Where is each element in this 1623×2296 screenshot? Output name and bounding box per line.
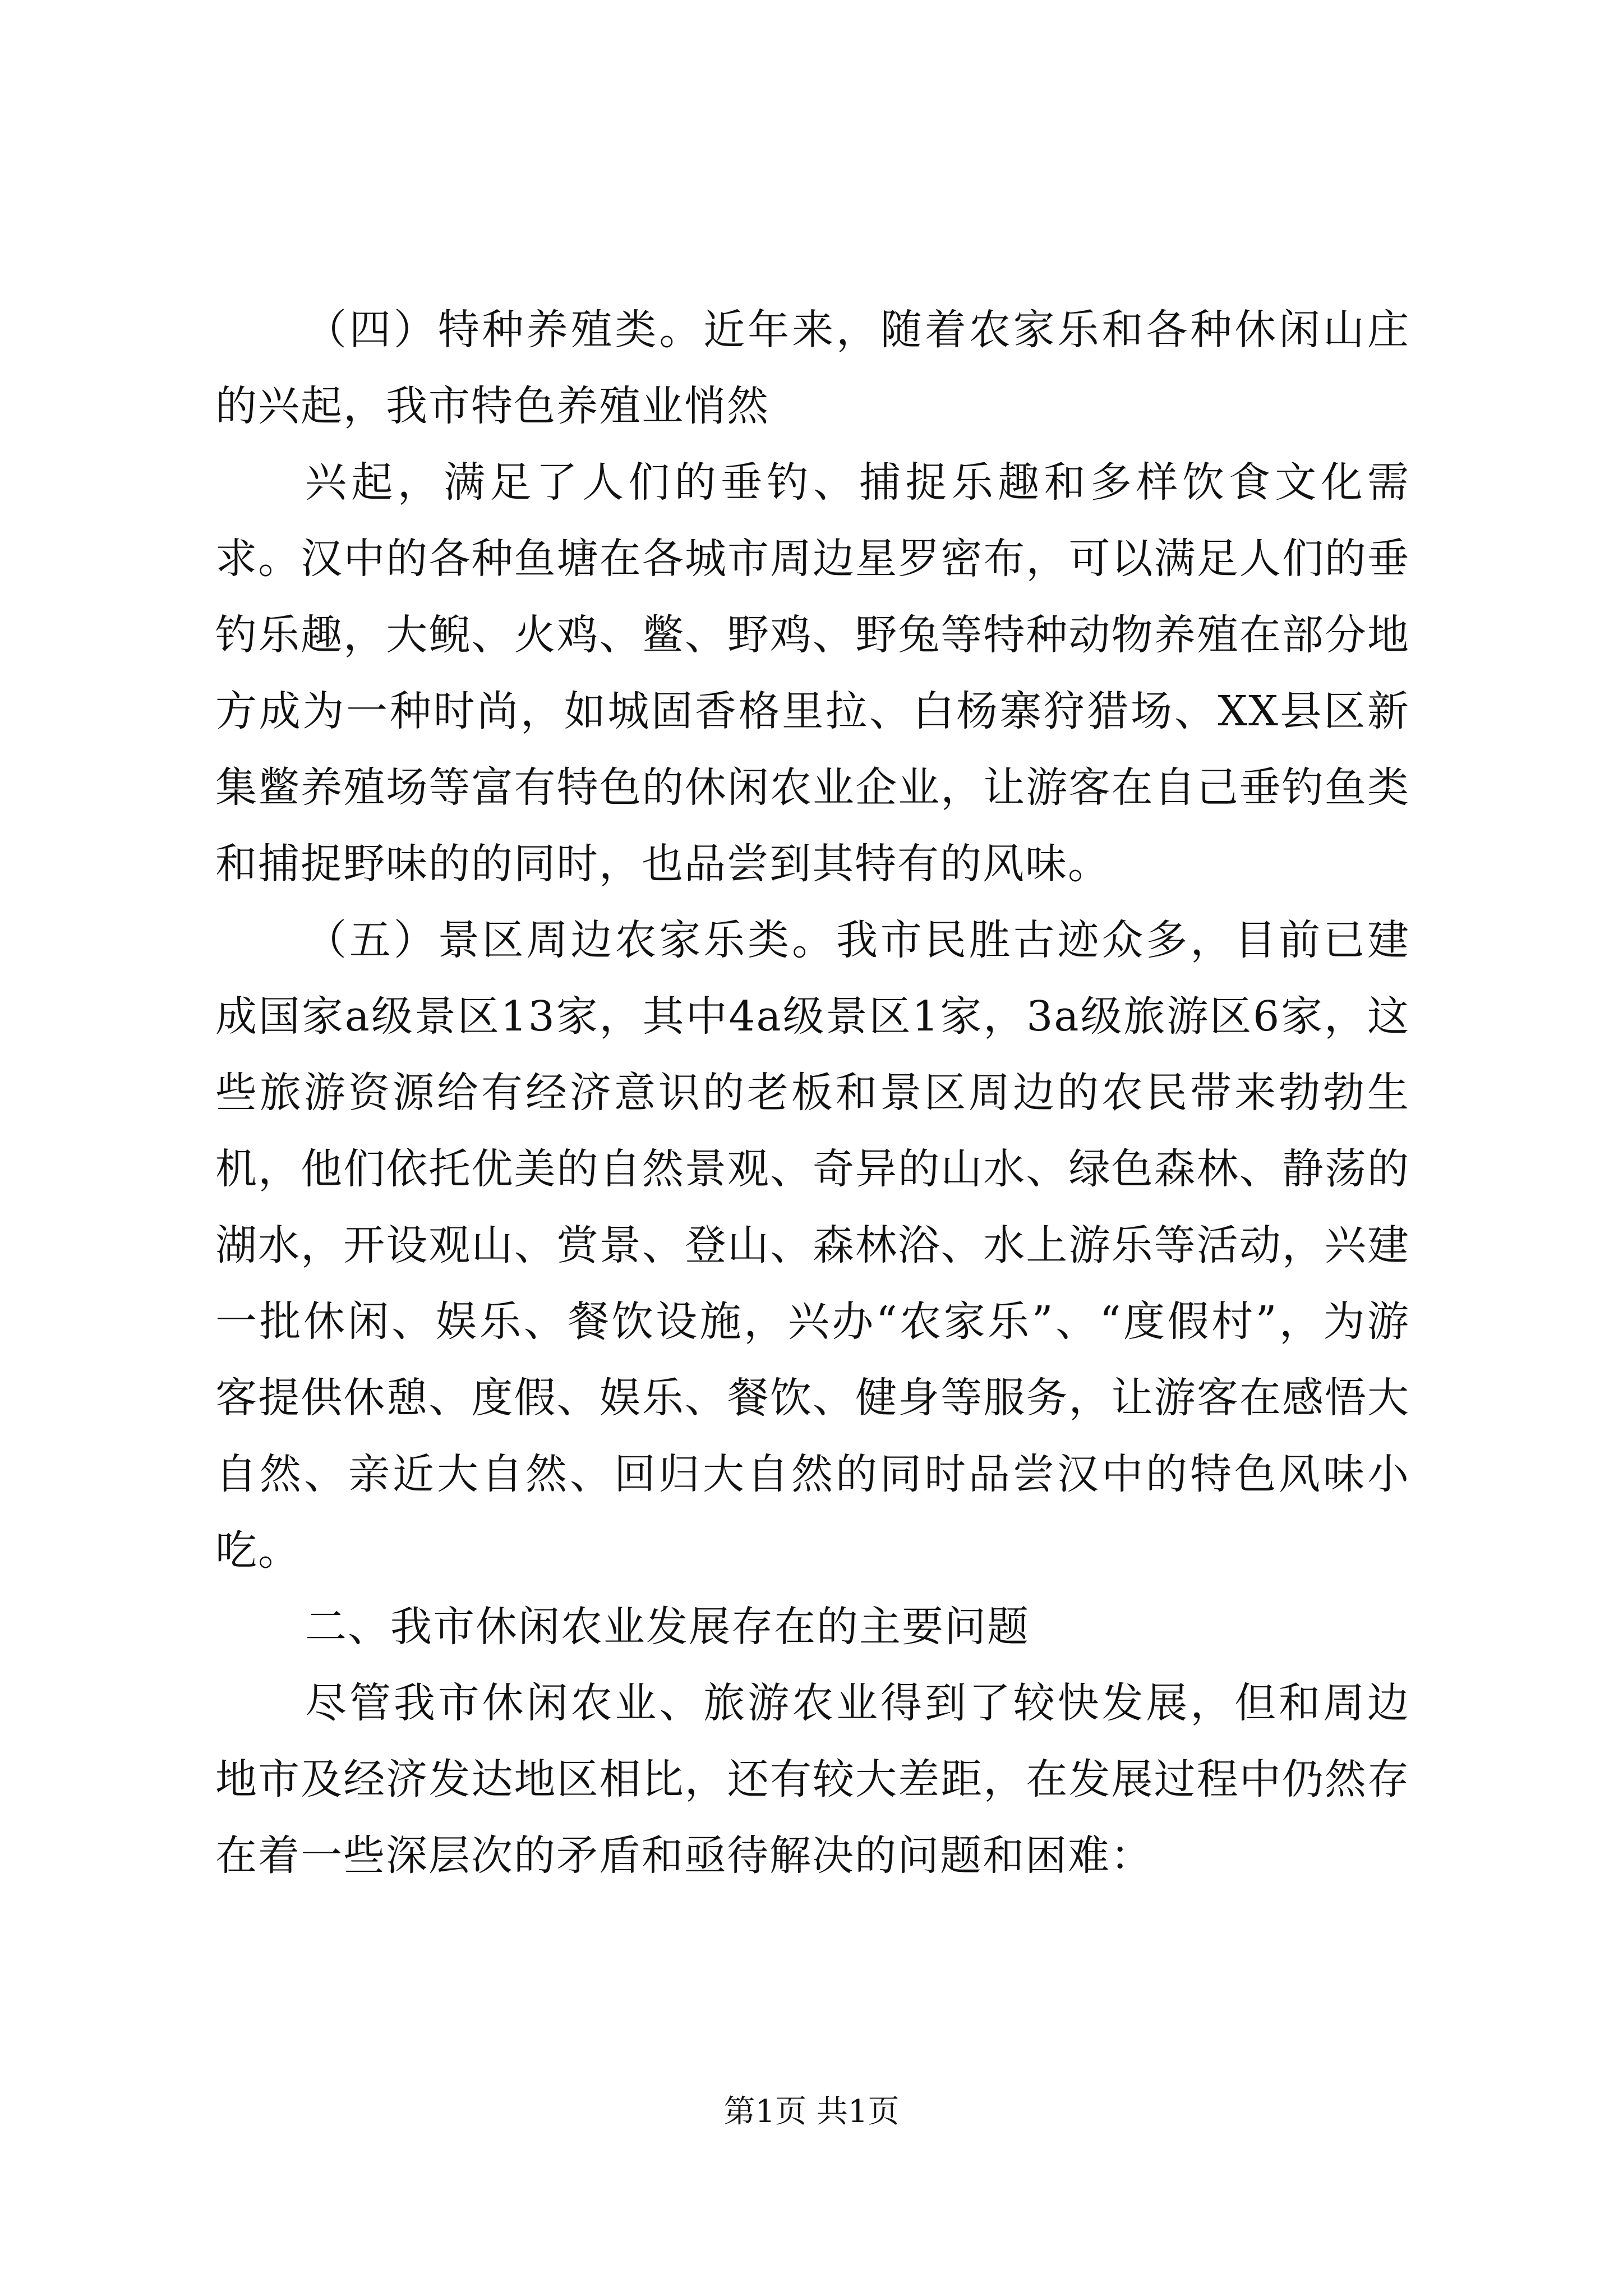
document-body xyxy=(215,292,1410,1894)
section-heading-problems: 二、我市休闲农业发展存在的主要问题 xyxy=(305,1603,1030,1651)
page-footer xyxy=(0,2087,1623,2132)
paragraph-special-breeding: （四）特种养殖类。近年来，随着农家乐和各种休闲山庄的兴起，我市特色养殖业悄然 xyxy=(215,306,1410,430)
page-number: 第1页 共1页 xyxy=(723,2093,900,2130)
paragraph-fishing-hunting: 兴起，满足了人们的垂钓、捕捉乐趣和多样饮食文化需求。汉中的各种鱼塘在各城市周边星罗密布，可以满足人们的垂钓乐趣，大鲵、火鸡、鳖、野鸡、野兔等特种动物养殖在部分地方成为一种时尚，如城固香格里拉、白杨寨狩猎场、XX县区新集鳖养殖场等富有特色的休闲农业企业，让游客在自己垂钓鱼类和捕捉野味的的同时，也品尝到其特有的风味。 xyxy=(215,458,1410,888)
paragraph-scenic-farmhouse: （五）景区周边农家乐类。我市民胜古迹众多，目前已建成国家a级景区13家，其中4a级景区1家，3a级旅游区6家，这些旅游资源给有经济意识的老板和景区周边的农民带来勃勃生机，他们依托优美的自然景观、奇异的山水、绿色森林、静荡的湖水，开设观山、赏景、登山、森林浴、水上游乐等活动，兴建一批休闲、娱乐、餐饮设施，兴办“农家乐”、“度假村”，为游客提供休憩、度假、娱乐、餐饮、健身等服务，让游客在感悟大自然、亲近大自然、回归大自然的同时品尝汉中的特色风味小吃。 xyxy=(215,916,1410,1575)
paragraph-problems-intro: 尽管我市休闲农业、旅游农业得到了较快发展，但和周边地市及经济发达地区相比，还有较大差距，在发展过程中仍然存在着一些深层次的矛盾和亟待解决的问题和困难： xyxy=(215,1679,1410,1880)
